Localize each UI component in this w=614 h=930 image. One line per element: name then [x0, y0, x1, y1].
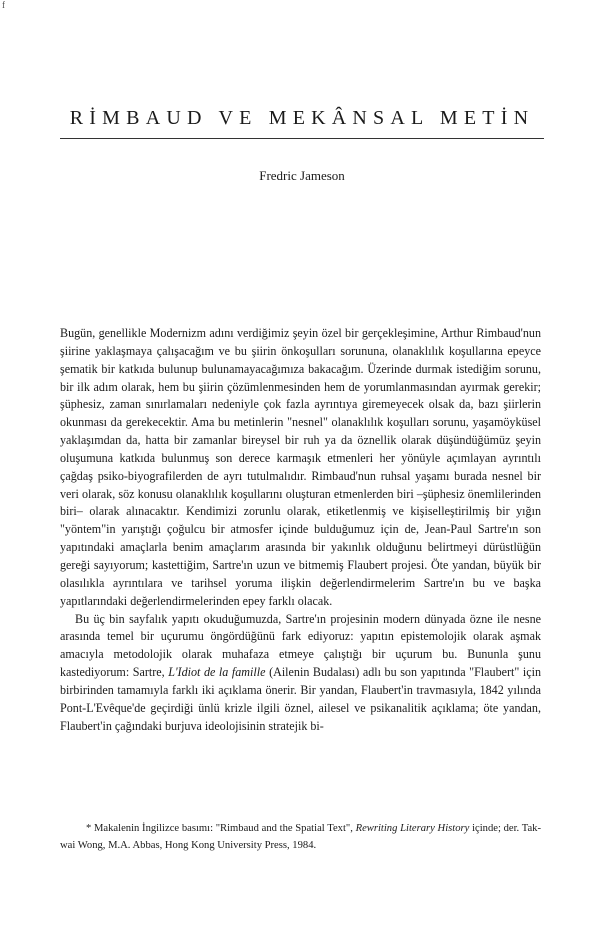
footnote-text-2: içinde; der. Tak-wai Wong, M.A. Abbas, Hong Kong University Press, 1984.: [60, 823, 541, 851]
footnote: [60, 821, 541, 854]
title-rule: [60, 138, 544, 139]
article-title: RİMBAUD VE MEKÂNSAL METİN: [69, 107, 535, 129]
book-title-italic: L'Idiot de la famille: [168, 665, 266, 680]
footnote-mark: *: [86, 823, 92, 834]
paragraph-2-part-2: (Ailenin Budalası) adlı bu son yapıtında "Flaubert" için birbirinden tamamıyla farklı iki açıklama önerir. Bir yandan, Flaubert'in travmasıyla, 1842 yılında Pont-L'Evêque'de geçirdiği ünlü krizle ilgili öznel, ailesel ve psikanalitik açıklama; öte yandan, Flaubert'in çağındaki burjuva ideolojisinin stratejik bi-: [60, 665, 542, 733]
footnote-text-1: Makalenin İngilizce basımı: "Rimbaud and the Spatial Text",: [91, 823, 356, 834]
paragraph-2: [60, 611, 541, 736]
footnote-book-title: Rewriting Literary History: [355, 823, 470, 834]
author-name: Fredric Jameson: [259, 168, 345, 183]
article-body: [60, 325, 541, 735]
paragraph-1: Bugün, genellikle Modernizm adını verdiğimiz şeyin özel bir gerçekleşimine, Arthur Rimbaud'nun şiirine yaklaşmaya çalışacağım ve bu şiirin önkoşulları sorununa, olanaklılık koşullarına epeyce şematik bir katkıda bulunup bulunamayacağımıza bakacağım. Üzerinde durmak istediğim sorunu, bir ilk adım olarak, hem bu şiirin çözümlenmesinden hem de yorumlanmasından ayırmak gerekir; şüphesiz, zaman sınırlamaları nedeniyle çok fazla ayrıntıya giremeyecek olsak da, bazı şiirlerin okunması da gerekecektir. Ama bu metinlerin "nesnel" olanaklılık koşulları sorunu, yaşamöyküsel yaklaşımdan da, hatta bir zamanlar bireysel bir ruh ya da öznellik olarak düşündüğümüz şeyin oluşumuna katkıda bulunmuş son derece karmaşık etmenleri her yönüyle açımlayan ayrıntılı çağdaş psiko-biyografilerden de ayrı tutulmalıdır. Rimbaud'nun ruhsal yaşamı burada nesnel bir veri olarak, söz konusu olanaklılık koşullarını oluşturan etmenlerden biri –şüphesiz önemlilerinden biri– olarak alınacaktır. Kendimizi zorunlu olarak, etiketlenmiş ve kişiselleştirilmiş bir yığın "yöntem"in yarıştığı çoğulcu bir atmosfer içinde bulduğumuz için de, Jean-Paul Sartre'ın son yapıtındaki amaçlarla benim amaçlarım arasında bir yakınlık olduğunu belirtmeyi dürüstlüğün gereği sayıyorum; kastettiğim, Sartre'ın uzun ve bitmemiş Flaubert projesi. Öte yandan, büyük bir olasılıkla ayrıntılara ve tarihsel yoruma ilişkin değerlendirmelerim Sartre'ın bu ve başka yapıtlarındaki değerlendirmelerinden epey farklı olacak.: [60, 326, 541, 608]
paragraph-2-part-1: Bu üç bin sayfalık yapıtı okuduğumuzda, Sartre'ın projesinin modern dünyada özne ile nesne arasında temel bir uçurumu öngördüğünü fark ediyoruz: yapıtın epistemolojik olarak aşmak amacıyla metodolojik olarak muhafaza etmeye çalıştığı bir uçurum bu. Bununla şunu kastediyorum: Sartre,: [60, 611, 541, 680]
page-corner-mark: f: [2, 0, 5, 10]
